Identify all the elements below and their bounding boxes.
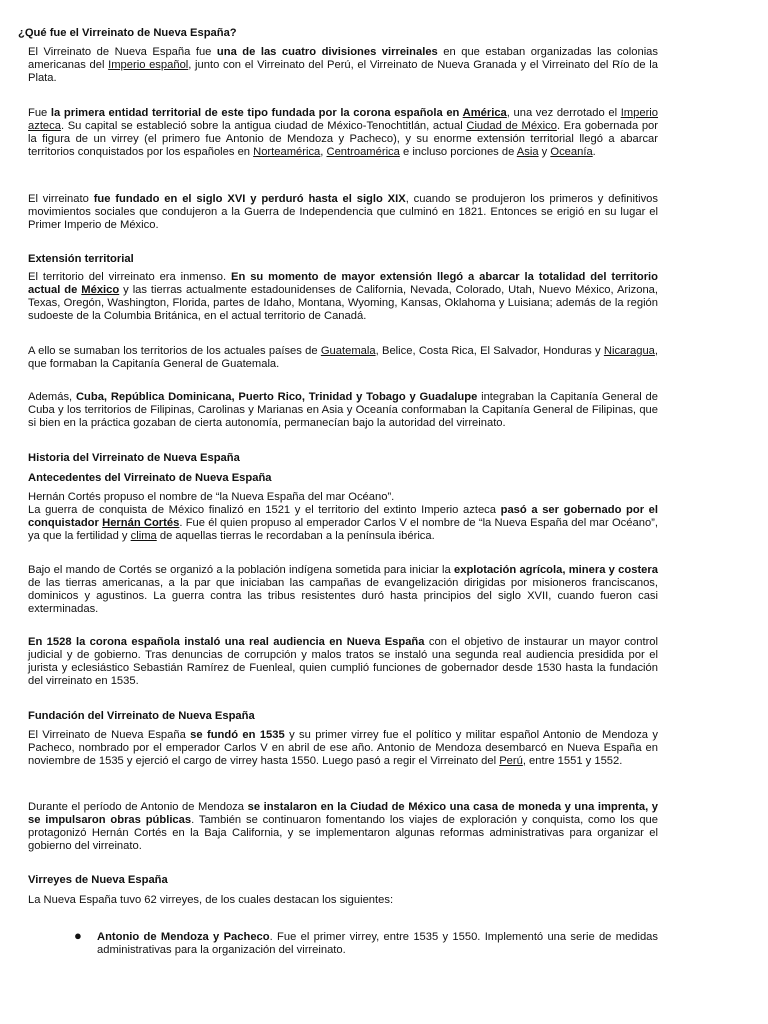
link-centroamerica[interactable]: Centroamérica xyxy=(326,145,400,158)
paragraph-virreyes-intro: La Nueva España tuvo 62 virreyes, de los cuales destacan los siguientes: xyxy=(28,894,394,906)
heading-fundacion: Fundación del Virreinato de Nueva España xyxy=(28,710,255,722)
list-bullet: ● xyxy=(74,928,82,943)
paragraph-intro: El Virreinato de Nueva España fue una de las cuatro divisiones virreinales en que estaban organizadas las colonias americanas del Imperio español, junto con el Virreinato del Perú, el Virreinato de Nueva Granada y el Virreinato del Río de la Plata. xyxy=(28,46,658,84)
paragraph-primera-entidad: Fue la primera entidad territorial de este tipo fundada por la corona española en América, una vez derrotado el Imperio azteca. Su capital se estableció sobre la antigua ciudad de México-Tenochtitlán, actual Ciudad de México. Era gobernada por la figura de un virrey (el primero fue Antonio de Mendoza y Pacheco), y su enorme extensión territorial llegó a abarcar territorios conquistados por los españoles en Norteamérica, Centroamérica e incluso porciones de Asia y Oceanía. xyxy=(28,107,659,158)
link-america[interactable]: América xyxy=(462,107,507,119)
paragraph-cuba-filipinas: Además, Cuba, República Dominicana, Puerto Rico, Trinidad y Tobago y Guadalupe integraban la Capitanía General de Cuba y los territorios de Filipinas, Carolinas y Marianas en Asia y Oceanía conformaban la Capitanía General de Filipinas, que si bien en la práctica gozaban de cierta autonomía, permanecían bajo la autoridad del virreinato. xyxy=(28,391,658,429)
heading-extension-territorial: Extensión territorial xyxy=(28,253,134,265)
link-nicaragua[interactable]: Nicaragua xyxy=(603,345,655,357)
link-peru[interactable]: Perú xyxy=(499,754,523,767)
paragraph-mendoza-periodo: Durante el período de Antonio de Mendoza se instalaron en la Ciudad de México una casa de moneda y una imprenta, y se impulsaron obras públicas. También se continuaron fomentando los viajes de exploración y conquista, como los que protagonizó Hernán Cortés en la Baja California, y se implementaron algunas reformas administrativas para organizar el gobierno del virreinato. xyxy=(28,801,659,852)
heading-virreyes: Virreyes de Nueva España xyxy=(28,874,168,886)
paragraph-real-audiencia: En 1528 la corona española instaló una real audiencia en Nueva España con el objetivo de instaurar un mayor control judicial y de gobierno. Tras denuncias de corrupción y malos tratos se instaló una segunda real audiencia presidida por el jurista y eclesiástico Sebastián Ramírez de Fuenleal, quien cumplió funciones de gobernador desde 1530 hasta la fundación del virreinato en 1535. xyxy=(28,636,659,687)
paragraph-fundacion-1535: El Virreinato de Nueva España se fundó en 1535 y su primer virrey fue el político y militar español Antonio de Mendoza y Pacheco, nombrado por el emperador Carlos V en abril de ese año. Antonio de Mendoza desembarcó en Nueva España en noviembre de 1535 y ejerció el cargo de virrey hasta 1550. Luego pasó a regir el Virreinato del Perú, entre 1551 y 1552. xyxy=(28,729,658,767)
paragraph-extension: El territorio del virreinato era inmenso. En su momento de mayor extensión llegó a abarcar la totalidad del territorio actual de México y las tierras actualmente estadounidenses de California, Nevada, Colorado, Utah, Nuevo México, Arizona, Texas, Oregón, Washington, Florida, partes de Idaho, Montana, Wyoming, Kansas, Oklahoma y Luisiana; además de la región sudoeste de la Columbia Británica, en el actual territorio de Canadá. xyxy=(28,271,658,322)
paragraph-explotacion: Bajo el mando de Cortés se organizó a la población indígena sometida para iniciar la explotación agrícola, minera y costera de las tierras americanas, a la par que iniciaban las campañas de evangelización dirigidas por misioneros franciscanos, dominicos y agustinos. La guerra contra las tribus resistentes duró hasta principios del siglo XVII, cuando fueron casi exterminadas. xyxy=(28,564,658,615)
title-heading: ¿Qué fue el Virreinato de Nueva España? xyxy=(18,27,237,39)
link-ciudad-de-mexico[interactable]: Ciudad de México xyxy=(466,119,557,132)
link-mexico[interactable]: México xyxy=(81,283,120,296)
link-imperio-espanol[interactable]: Imperio español xyxy=(108,58,189,71)
link-asia[interactable]: Asia xyxy=(516,145,539,158)
link-norteamerica[interactable]: Norteamérica xyxy=(253,145,321,158)
link-hernan-cortes[interactable]: Hernán Cortés xyxy=(102,516,180,529)
list-item-mendoza: Antonio de Mendoza y Pacheco. Fue el primer virrey, entre 1535 y 1550. Implementó una serie de medidas administrativas para la organización del virreinato. xyxy=(97,931,658,956)
link-imperio-azteca[interactable]: Imperio azteca xyxy=(28,107,659,132)
heading-historia: Historia del Virreinato de Nueva España xyxy=(28,452,240,464)
paragraph-hernan-cortes: Hernán Cortés propuso el nombre de “la Nueva España del mar Océano”. La guerra de conquista de México finalizó en 1521 y el territorio del extinto Imperio azteca pasó a ser gobernado por el conquistador Hernán Cortés. Fue él quien propuso al emperador Carlos V el nombre de “la Nueva España del mar Océano”, ya que la fertilidad y clima de aquellas tierras le recordaban a la península ibérica. xyxy=(28,491,659,542)
heading-antecedentes: Antecedentes del Virreinato de Nueva España xyxy=(28,472,272,484)
link-oceania[interactable]: Oceanía xyxy=(550,145,593,158)
paragraph-guatemala: A ello se sumaban los territorios de los actuales países de Guatemala, Belice, Costa Rica, El Salvador, Honduras y Nicaragua, que formaban la Capitanía General de Guatemala. xyxy=(28,345,658,370)
link-clima[interactable]: clima xyxy=(130,529,157,542)
paragraph-fundacion-siglo: El virreinato fue fundado en el siglo XVI y perduró hasta el siglo XIX, cuando se produjeron los primeros y definitivos movimientos sociales que condujeron a la Guerra de Independencia que culminó en 1821. Entonces se erigió en su lugar el Primer Imperio de México. xyxy=(28,193,658,231)
link-guatemala[interactable]: Guatemala xyxy=(320,345,376,357)
